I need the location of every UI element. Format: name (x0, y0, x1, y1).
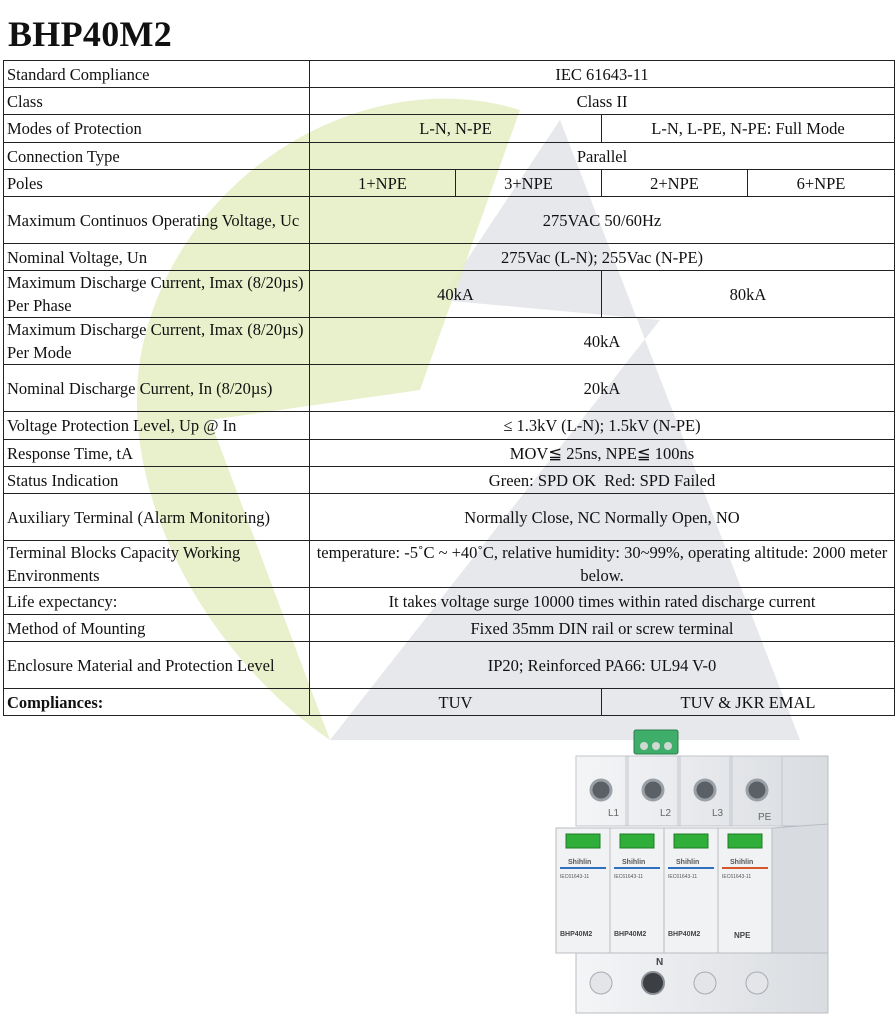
spec-value: Green: SPD OK Red: SPD Failed (310, 467, 895, 494)
terminal-label: L3 (712, 808, 724, 819)
spec-label: Status Indication (4, 467, 310, 494)
terminal-label: L2 (660, 808, 672, 819)
brand-label: Shihlin (730, 859, 754, 866)
spec-value: 20kA (310, 365, 895, 412)
table-row (4, 412, 895, 440)
table-row (4, 143, 895, 170)
spec-value: Normally Close, NC Normally Open, NO (310, 494, 895, 541)
spec-value: Fixed 35mm DIN rail or screw terminal (310, 615, 895, 642)
model-label: BHP40M2 (560, 931, 593, 938)
spec-label: Nominal Voltage, Un (4, 244, 310, 271)
spec-label: Voltage Protection Level, Up @ In (4, 412, 310, 440)
table-row (4, 642, 895, 689)
spec-label: Maximum Continuos Operating Voltage, Uc (4, 197, 310, 244)
table-row (4, 170, 895, 197)
spec-value: 275VAC 50/60Hz (310, 197, 895, 244)
module (664, 828, 718, 953)
spec-label: Poles (4, 170, 310, 197)
spec-value: Class II (310, 88, 895, 115)
brand-label: Shihlin (568, 859, 592, 866)
spec-label: Compliances: (4, 689, 310, 716)
spec-value: IP20; Reinforced PA66: UL94 V-0 (310, 642, 895, 689)
module (556, 828, 610, 953)
spec-value: TUV (310, 689, 602, 716)
table-row (4, 271, 895, 318)
table-row (4, 318, 895, 365)
spec-value: 1+NPE (310, 170, 456, 197)
spec-label: Maximum Discharge Current, Imax (8/20µs) Per Phase (4, 271, 310, 318)
spec-label: Maximum Discharge Current, Imax (8/20µs) Per Mode (4, 318, 310, 365)
screw-terminal (694, 972, 716, 994)
standard-label: IEC61643-11 (560, 874, 590, 880)
standard-label: IEC61643-11 (722, 874, 752, 880)
table-row (4, 541, 895, 588)
spec-value: Parallel (310, 143, 895, 170)
table-row (4, 244, 895, 271)
spec-label: Response Time, tA (4, 440, 310, 467)
spec-value: TUV & JKR EMAL (602, 689, 895, 716)
spec-label: Enclosure Material and Protection Level (4, 642, 310, 689)
table-row (4, 88, 895, 115)
standard-label: IEC61643-11 (668, 874, 698, 880)
module (610, 828, 664, 953)
spec-label: Standard Compliance (4, 61, 310, 88)
page-title: BHP40M2 (8, 14, 173, 54)
spec-value: 40kA (310, 318, 895, 365)
spec-label: Life expectancy: (4, 588, 310, 615)
spec-value: 3+NPE (456, 170, 602, 197)
brand-label: Shihlin (622, 859, 646, 866)
model-label: NPE (734, 931, 751, 940)
spec-value: L-N, N-PE (310, 115, 602, 143)
screw-terminal (591, 780, 611, 800)
spec-value: temperature: -5˚C ~ +40˚C, relative humidity: 30~99%, operating altitude: 2000 meter below. (310, 541, 895, 588)
screw-terminal (746, 972, 768, 994)
spec-value: L-N, L-PE, N-PE: Full Mode (602, 115, 895, 143)
standard-label: IEC61643-11 (614, 874, 644, 880)
spec-value: IEC 61643-11 (310, 61, 895, 88)
table-row (4, 61, 895, 88)
spec-label: Connection Type (4, 143, 310, 170)
brand-label: Shihlin (676, 859, 700, 866)
table-row (4, 467, 895, 494)
terminal-label: PE (758, 812, 772, 823)
spec-value: 6+NPE (748, 170, 895, 197)
spec-value: 275Vac (L-N); 255Vac (N-PE) (310, 244, 895, 271)
screw-terminal (643, 780, 663, 800)
spec-label: Auxiliary Terminal (Alarm Monitoring) (4, 494, 310, 541)
screw-terminal (642, 972, 664, 994)
spec-label: Nominal Discharge Current, In (8/20µs) (4, 365, 310, 412)
alarm-terminal-block (634, 730, 678, 754)
spec-label: Terminal Blocks Capacity Working Environments (4, 541, 310, 588)
table-row (4, 115, 895, 143)
terminal-label: N (656, 957, 664, 968)
table-row (4, 615, 895, 642)
spec-value: 40kA (310, 271, 602, 318)
model-label: BHP40M2 (614, 931, 647, 938)
spec-value: ≤ 1.3kV (L-N); 1.5kV (N-PE) (310, 412, 895, 440)
table-row (4, 365, 895, 412)
spec-value: 2+NPE (602, 170, 748, 197)
spec-value: 80kA (602, 271, 895, 318)
table-row (4, 689, 895, 716)
module (718, 828, 772, 953)
table-row (4, 588, 895, 615)
table-row (4, 494, 895, 541)
spec-label: Modes of Protection (4, 115, 310, 143)
spec-label: Class (4, 88, 310, 115)
screw-terminal (695, 780, 715, 800)
spec-value: It takes voltage surge 10000 times within rated discharge current (310, 588, 895, 615)
spec-table (3, 60, 895, 716)
model-label: BHP40M2 (668, 931, 701, 938)
screw-terminal (747, 780, 767, 800)
table-row (4, 197, 895, 244)
product-image (548, 728, 848, 1018)
terminal-label: L1 (608, 808, 620, 819)
spec-label: Method of Mounting (4, 615, 310, 642)
table-row (4, 440, 895, 467)
screw-terminal (590, 972, 612, 994)
spec-value: MOV≦ 25ns, NPE≦ 100ns (310, 440, 895, 467)
